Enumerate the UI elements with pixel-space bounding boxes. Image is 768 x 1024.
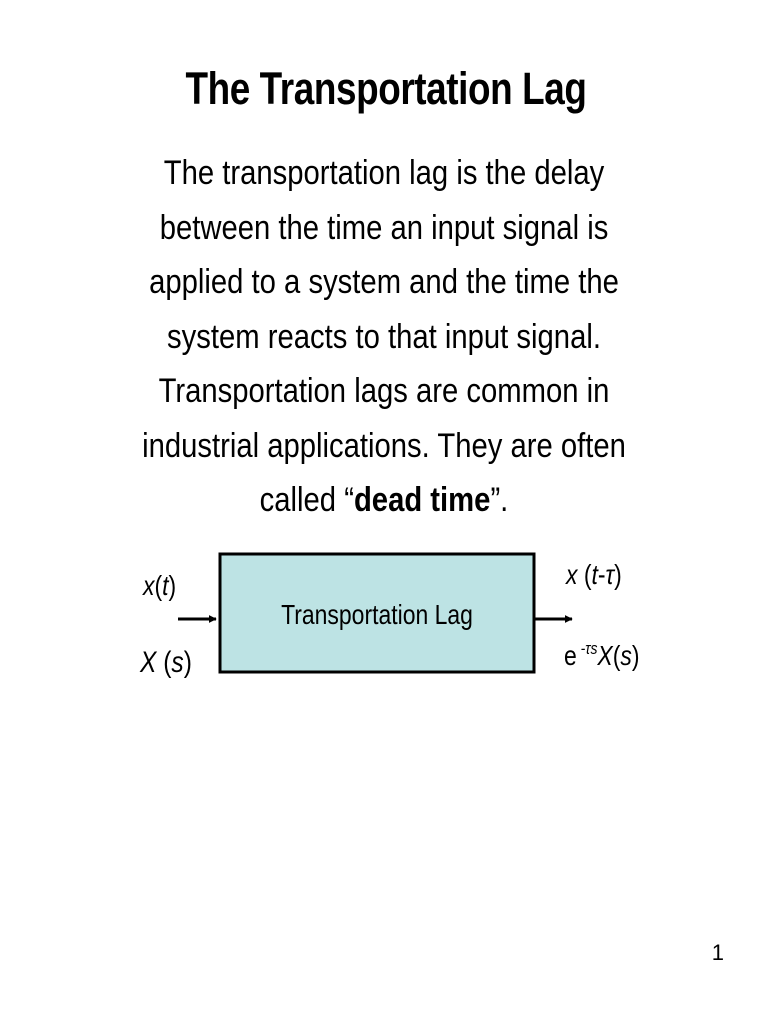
body-text-start: The transportation lag is the delay between the time an input signal is applied to a system and the time the system reacts to that input signal. Transportation lags are common in industrial applications. They are often called “ xyxy=(142,154,626,519)
input-time-arg: t xyxy=(162,570,169,602)
output-time-arg: t xyxy=(591,559,598,591)
output-laplace-arg: s xyxy=(620,640,632,672)
input-time-close: ) xyxy=(168,570,177,602)
output-time-open: ( xyxy=(577,559,592,591)
output-laplace-exponent: -τs xyxy=(576,639,598,659)
output-laplace-signal xyxy=(564,640,640,672)
output-laplace-close: ) xyxy=(631,640,640,672)
input-laplace-arg: s xyxy=(171,644,184,679)
output-time-var: x xyxy=(566,559,578,591)
body-text-end: ”. xyxy=(490,481,509,519)
input-laplace-var: X xyxy=(140,644,157,679)
output-time-signal xyxy=(564,560,622,591)
output-time-minus: - xyxy=(597,559,606,591)
page-number: 1 xyxy=(711,940,724,965)
output-laplace-base: e xyxy=(564,640,577,672)
input-laplace-close: ) xyxy=(183,644,192,679)
input-time-signal xyxy=(141,571,176,602)
input-laplace-signal xyxy=(139,645,192,679)
output-time-close: ) xyxy=(614,559,622,591)
output-laplace-open: ( xyxy=(612,640,621,672)
dead-time-term: dead time xyxy=(353,481,491,519)
block-label: Transportation Lag xyxy=(281,599,473,631)
input-time-var: x xyxy=(143,570,155,602)
slide-title: The Transportation Lag xyxy=(185,63,587,114)
input-laplace-open: ( xyxy=(156,644,172,679)
output-laplace-var: X xyxy=(597,640,613,672)
input-time-open: ( xyxy=(154,570,163,602)
output-time-tau: τ xyxy=(605,559,615,591)
